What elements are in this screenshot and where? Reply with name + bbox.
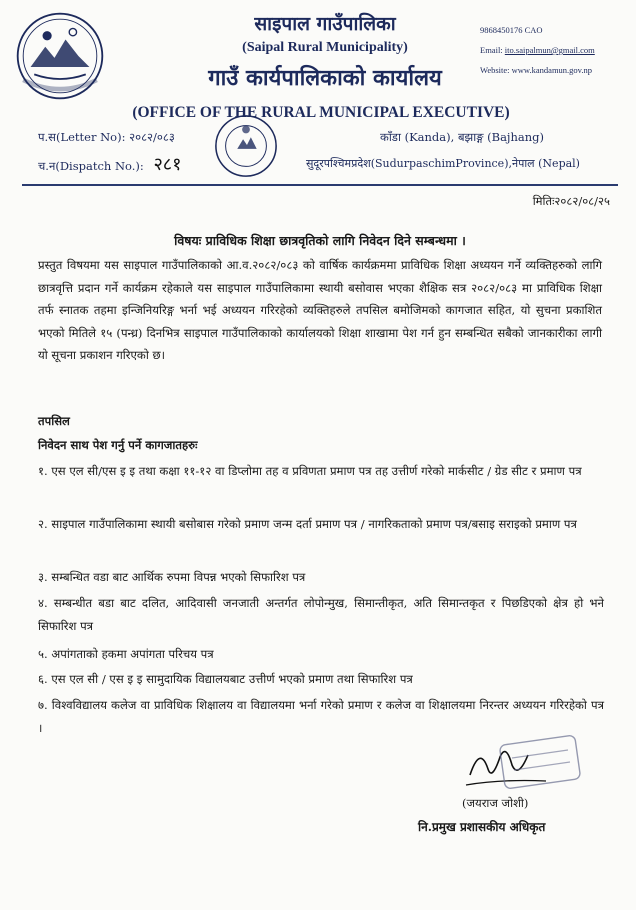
- office-title-np: गाउँ कार्यपालिकाको कार्यालय: [208, 65, 442, 91]
- dispatch-number-value: २८१: [153, 154, 182, 175]
- document-item-2: २. साइपाल गाउँपालिकामा स्थायी बसोबास गरेको प्रमाण जन्म दर्ता प्रमाण पत्र / नागरिकताको प्रमाण पत्र/बसाइ सराइको प्रमाण पत्र: [38, 517, 577, 531]
- document-item-3: ३. सम्बन्धित वडा बाट आर्थिक रुपमा विपन्न भएको सिफारिश पत्र: [38, 570, 306, 584]
- contact-block: [480, 20, 630, 80]
- email-label: Email:: [480, 45, 503, 55]
- documents-heading: निवेदन साथ पेश गर्नु पर्ने कागजातहरुः: [38, 438, 198, 452]
- municipality-title-np: साइपाल गाउँपालिका: [254, 13, 396, 35]
- email-link[interactable]: ito.saipalmun@gmail.com: [504, 45, 595, 55]
- website-link[interactable]: www.kandamun.gov.np: [511, 65, 592, 75]
- office-seal-icon: [212, 112, 280, 180]
- website-line: [480, 60, 630, 80]
- signer-designation: नि.प्रमुख प्रशासकीय अधिकृत: [418, 820, 546, 834]
- dispatch-number-label: च.न(Dispatch No.):: [38, 159, 144, 173]
- phone-number: 9868450176 CAO: [480, 25, 543, 35]
- subject-line: विषयः प्राविधिक शिक्षा छात्रवृतिको लागि निवेदन दिने सम्बन्धमा ।: [174, 233, 466, 248]
- document-item-7: ७. विश्वविद्यालय कलेज वा प्राविधिक शिक्षालय वा विद्यालयमा भर्ना गरेको प्रमाण र कलेज वा शिक्षालयमा निरन्तर अध्ययन गरिरहेको पत्र ।: [38, 698, 604, 735]
- letter-date: मितिः२०८२/०८/२५: [532, 194, 610, 208]
- body-paragraph: प्रस्तुत विषयमा यस साइपाल गाउँपालिकाको आ.व.२०८२/०८३ को वार्षिक कार्यक्रममा प्राविधिक शिक्षा अध्ययन गर्ने व्यक्तिहरुको लागि छात्रवृत्ति प्रदान गर्ने कार्यक्रम रहेकाले यस साइपाल गाउँपालिकामा स्थायी बसोवास भएका शैक्षिक सत्र २०८२/०८३ मा प्राविधिक शिक्षा तर्फ स्नातक तहमा इन्जिनियरिङ्ग भर्ना भई अध्ययन गरिरहेको व्यक्तिहरुले तपसिल बमोजिमको कागजात सहित, यो सुचना प्रकाशित भएको मितिले १५ (पन्ध्र) दिनभित्र साइपाल गाउँपालिकाको कार्यालयको शिक्षा शाखामा पेश गर्न हुन सम्बन्धित सबैको जानकारीका लागी यो सूचना प्रकाशन गरिएको छ।: [38, 258, 602, 363]
- document-item-4: ४. सम्बन्धीत बडा बाट दलित, आदिवासी जनजाती अन्तर्गत लोपोन्मुख, सिमान्तीकृत, अति सिमान्तकृत र पिछडिएको क्षेत्र हो भने सिफारिश पत्र: [38, 596, 604, 633]
- document-item-6: ६. एस एल सी / एस इ इ सामुदायिक विद्यालयबाट उत्तीर्ण भएको प्रमाण तथा सिफारिश पत्र: [38, 672, 413, 686]
- municipality-title-en: (Saipal Rural Municipality): [242, 40, 408, 55]
- header-divider: [22, 184, 618, 186]
- document-item-5: ५. अपांगताको हकमा अपांगता परिचय पत्र: [38, 647, 214, 661]
- dispatch-number-line: [38, 152, 182, 176]
- document-item-1: १. एस एल सी/एस इ इ तथा कक्षा ११-१२ वा डिप्लोमा तह व प्रविणता प्रमाण पत्र तह उत्तीर्ण गरेको मार्कसीट / ग्रेड सीट र प्रमाण पत्र: [38, 464, 582, 478]
- email-line: [480, 40, 630, 60]
- officer-stamp-icon: [498, 732, 583, 792]
- letter-number-label: प.स(Letter No):: [38, 130, 126, 144]
- signer-name: (जयराज जोशी): [462, 796, 529, 810]
- letter-number-value: २०८२/०८३: [129, 130, 175, 144]
- website-label: Website:: [480, 65, 510, 75]
- location-line-2: सुदूरपश्चिमप्रदेश(SudurpaschimProvince),नेपाल (Nepal): [306, 157, 580, 170]
- tapasil-heading: तपसिल: [38, 414, 70, 428]
- office-title-en: (OFFICE OF THE RURAL MUNICIPAL EXECUTIVE): [132, 104, 510, 121]
- letter-number-line: [38, 130, 175, 145]
- location-line-1: काँडा (Kanda), बझाङ्ग (Bajhang): [380, 130, 545, 144]
- nepal-emblem-icon: [14, 10, 106, 102]
